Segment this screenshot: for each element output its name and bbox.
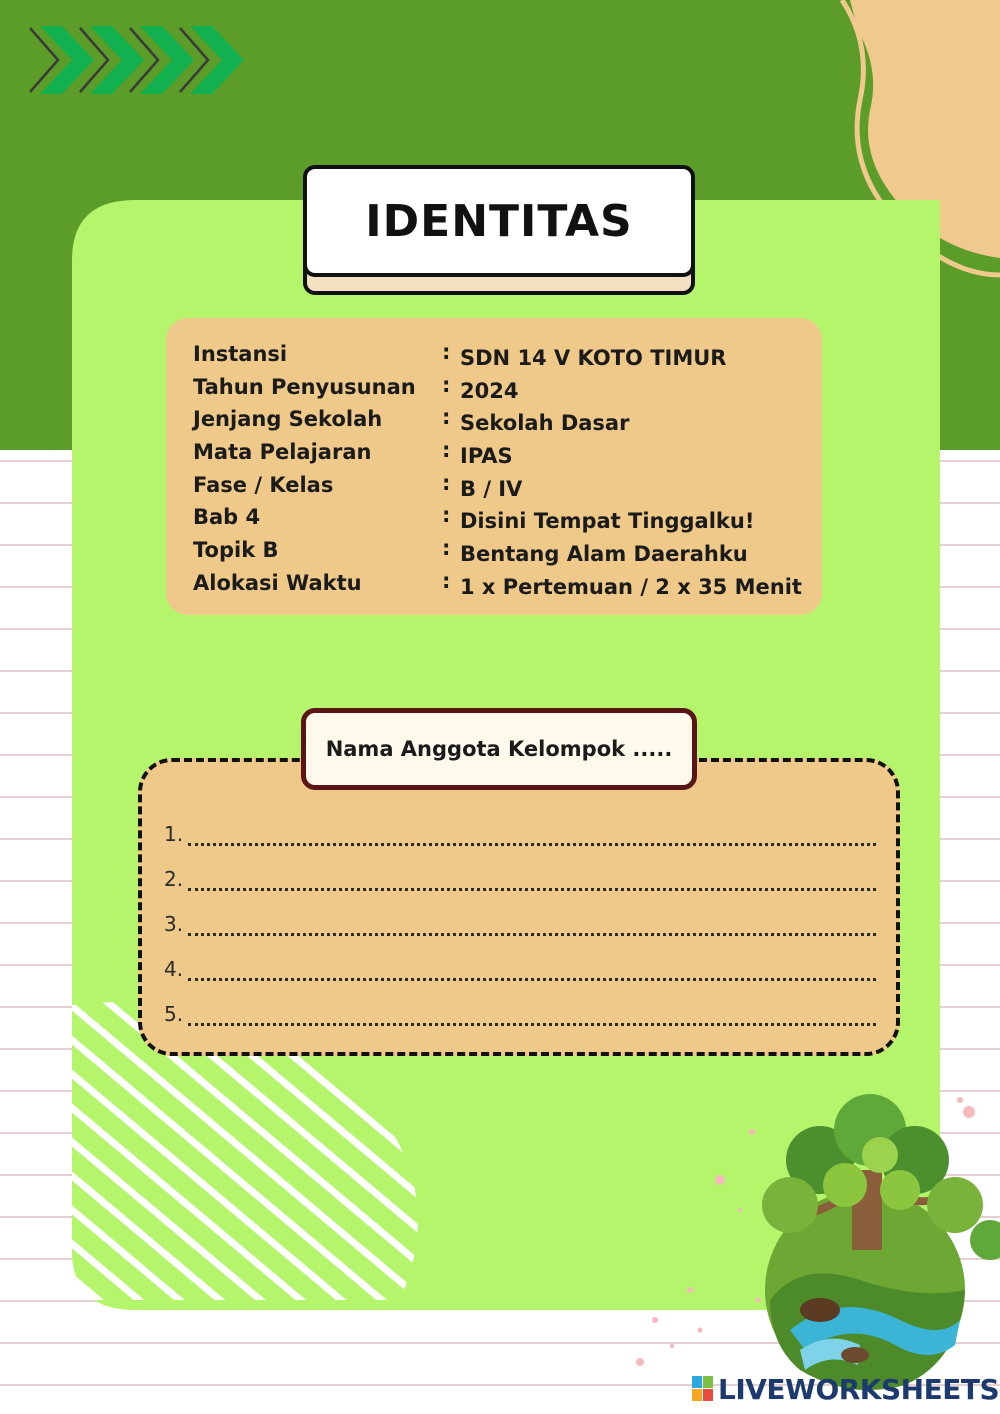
identity-colon: : — [442, 438, 451, 463]
identity-colon: : — [442, 405, 451, 430]
identity-label: Alokasi Waktu — [193, 570, 362, 595]
identity-colon: : — [442, 536, 451, 561]
identity-row — [193, 405, 822, 438]
identity-value: SDN 14 V KOTO TIMUR — [460, 346, 727, 370]
member-number: 5. — [164, 1002, 184, 1026]
liveworksheets-logo[interactable] — [692, 1372, 999, 1406]
identity-label: Jenjang Sekolah — [193, 407, 383, 432]
identity-row — [193, 536, 822, 569]
member-number: 4. — [164, 957, 184, 981]
identity-row — [193, 471, 822, 504]
title-box — [303, 165, 695, 277]
identity-value: B / IV — [460, 476, 523, 501]
identity-label: Bab 4 — [193, 505, 261, 530]
identity-value: 2024 — [460, 378, 519, 403]
member-blank-line[interactable] — [188, 978, 876, 981]
identity-value: Disini Tempat Tinggalku! — [460, 509, 755, 534]
identity-colon: : — [442, 503, 451, 528]
identity-colon: : — [442, 372, 451, 397]
identity-label: Fase / Kelas — [193, 472, 334, 497]
member-number: 1. — [164, 822, 184, 846]
member-entry[interactable] — [164, 912, 876, 942]
member-entry[interactable] — [164, 822, 876, 852]
identity-value: 1 x Pertemuan / 2 x 35 Menit — [460, 574, 802, 599]
member-entry[interactable] — [164, 1002, 876, 1032]
member-blank-line[interactable] — [188, 888, 876, 891]
identity-row — [193, 569, 822, 602]
brand-name: LIVEWORKSHEETS — [718, 1372, 1000, 1406]
identity-colon: : — [442, 470, 451, 495]
member-blank-line[interactable] — [188, 843, 876, 846]
member-entry[interactable] — [164, 957, 876, 987]
members-header: Nama Anggota Kelompok ..... — [325, 737, 673, 761]
member-blank-line[interactable] — [188, 1023, 876, 1026]
members-box — [138, 758, 900, 1056]
member-entry[interactable] — [164, 867, 876, 897]
identity-label: Mata Pelajaran — [193, 440, 372, 465]
identity-value: IPAS — [460, 444, 513, 469]
identity-label: Instansi — [193, 342, 288, 366]
identity-colon: : — [442, 568, 451, 593]
identity-row — [193, 340, 822, 373]
identity-value: Sekolah Dasar — [460, 411, 630, 436]
members-header-box — [301, 708, 697, 790]
member-blank-line[interactable] — [188, 933, 876, 936]
identity-row — [193, 438, 822, 471]
identity-row — [193, 373, 822, 406]
identity-label: Tahun Penyusunan — [193, 374, 416, 399]
identity-label: Topik B — [193, 538, 279, 563]
identity-card — [166, 318, 822, 615]
identity-row — [193, 503, 822, 536]
member-number: 2. — [164, 867, 184, 891]
identity-colon: : — [442, 340, 451, 364]
identity-value: Bentang Alam Daerahku — [460, 542, 748, 567]
member-number: 3. — [164, 912, 184, 936]
live-badge-icon — [692, 1376, 714, 1402]
earth-tree-illustration — [762, 1094, 1000, 1390]
page-title: IDENTITAS — [365, 195, 633, 247]
